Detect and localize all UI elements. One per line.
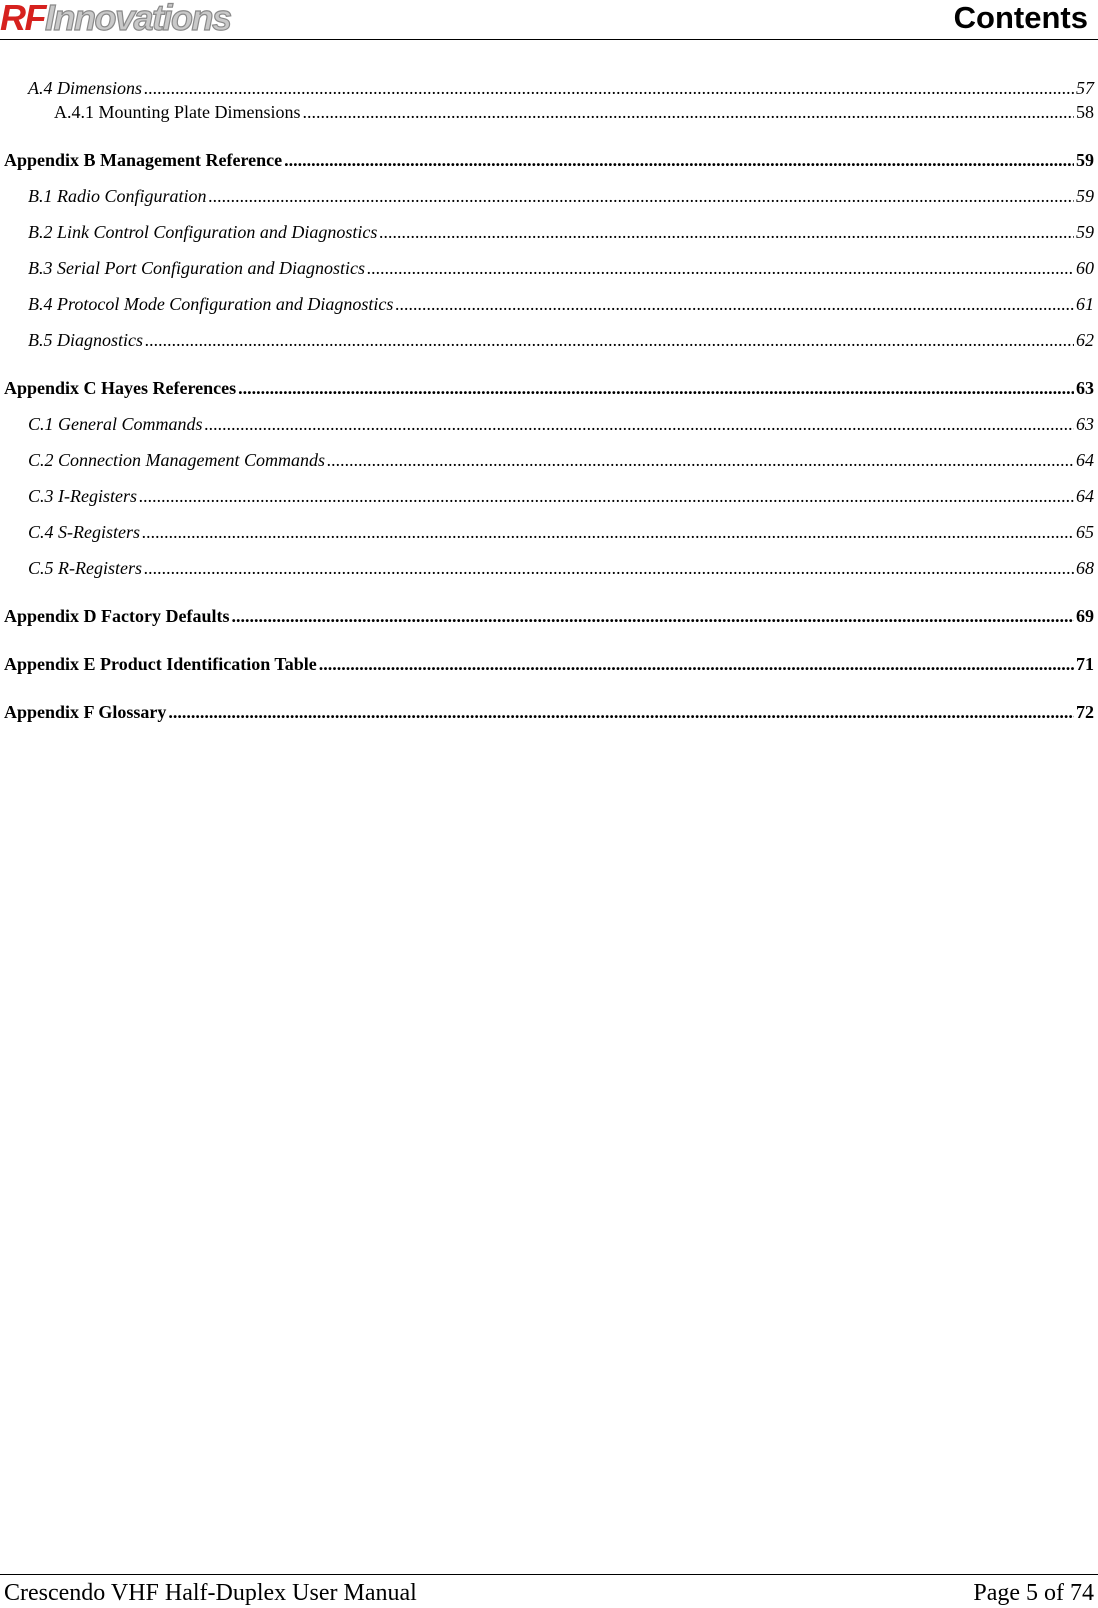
toc-entry-page: 59 [1076,186,1094,206]
toc-entry-page: 64 [1076,486,1094,506]
toc-entry[interactable] [28,185,1094,207]
toc-leader-dots [303,101,1075,123]
toc-entry-title: A.4 Dimensions [28,78,142,98]
toc-entry[interactable] [28,521,1094,543]
toc-leader-dots [395,293,1074,315]
toc-entry-title: C.5 R-Registers [28,558,142,578]
toc-entry-title: B.1 Radio Configuration [28,186,207,206]
toc-entry-title: A.4.1 Mounting Plate Dimensions [54,102,301,122]
toc-entry[interactable] [4,605,1094,627]
toc-entry-title: Appendix E Product Identification Table [4,654,317,674]
toc-entry-title: Appendix D Factory Defaults [4,606,230,626]
toc-entry-page: 58 [1076,102,1094,122]
toc-entry[interactable] [28,413,1094,435]
toc-entry[interactable] [4,377,1094,399]
toc-entry-page: 61 [1076,294,1094,314]
toc-entry[interactable] [28,329,1094,351]
toc-entry-page: 60 [1076,258,1094,278]
toc-entry[interactable] [28,557,1094,579]
toc-entry-title: B.5 Diagnostics [28,330,143,350]
toc-entry-page: 68 [1076,558,1094,578]
document-title: Crescendo VHF Half-Duplex User Manual [4,1580,417,1606]
section-title: Contents [953,0,1088,35]
toc-entry-title: C.3 I-Registers [28,486,137,506]
toc-entry[interactable] [54,101,1094,123]
page-footer [0,1574,1098,1608]
toc-leader-dots [144,557,1074,579]
toc-leader-dots [205,413,1075,435]
toc-entry-page: 62 [1076,330,1094,350]
toc-entry-page: 59 [1076,150,1094,170]
toc-leader-dots [284,149,1074,171]
toc-entry-page: 65 [1076,522,1094,542]
toc-leader-dots [145,329,1074,351]
toc-leader-dots [209,185,1074,207]
toc-leader-dots [139,485,1074,507]
toc-entry-page: 63 [1076,378,1094,398]
toc-entry-title: C.4 S-Registers [28,522,140,542]
toc-leader-dots [327,449,1074,471]
toc-leader-dots [367,257,1074,279]
toc-entry-page: 72 [1076,702,1094,722]
toc-entry-title: Appendix C Hayes References [4,378,237,398]
toc-entry-title: C.2 Connection Management Commands [28,450,325,470]
toc-entry[interactable] [4,653,1094,675]
toc-entry-page: 64 [1076,450,1094,470]
toc-entry[interactable] [28,257,1094,279]
toc-entry-title: C.1 General Commands [28,414,203,434]
logo-innovations-text: Innovations [45,0,231,38]
toc-leader-dots [379,221,1074,243]
toc-entry-title: B.4 Protocol Mode Configuration and Diagnostics [28,294,394,314]
toc-entry-page: 63 [1076,414,1094,434]
toc-entry-title: B.2 Link Control Configuration and Diagnostics [28,222,378,242]
toc-entry[interactable] [28,449,1094,471]
toc-entry-page: 69 [1076,606,1094,626]
page-header [0,0,1098,40]
page-number: Page 5 of 74 [973,1580,1094,1606]
toc-leader-dots [142,521,1074,543]
toc-leader-dots [232,605,1075,627]
toc-entry-page: 57 [1076,78,1094,98]
toc-entry-page: 59 [1076,222,1094,242]
toc-entry[interactable] [28,221,1094,243]
toc-entry-title: Appendix F Glossary [4,702,167,722]
company-logo [0,0,231,36]
toc-leader-dots [319,653,1074,675]
toc-entry[interactable] [4,149,1094,171]
toc-entry[interactable] [28,485,1094,507]
toc-leader-dots [144,77,1074,99]
toc-entry[interactable] [28,293,1094,315]
toc-entry-page: 71 [1076,654,1094,674]
toc-entry[interactable] [28,77,1094,99]
toc-leader-dots [168,701,1074,723]
toc-entry-title: Appendix B Management Reference [4,150,283,170]
toc-leader-dots [238,377,1074,399]
toc-entry-title: B.3 Serial Port Configuration and Diagnostics [28,258,366,278]
toc-entry[interactable] [4,701,1094,723]
logo-rf-text: RF [0,0,45,38]
